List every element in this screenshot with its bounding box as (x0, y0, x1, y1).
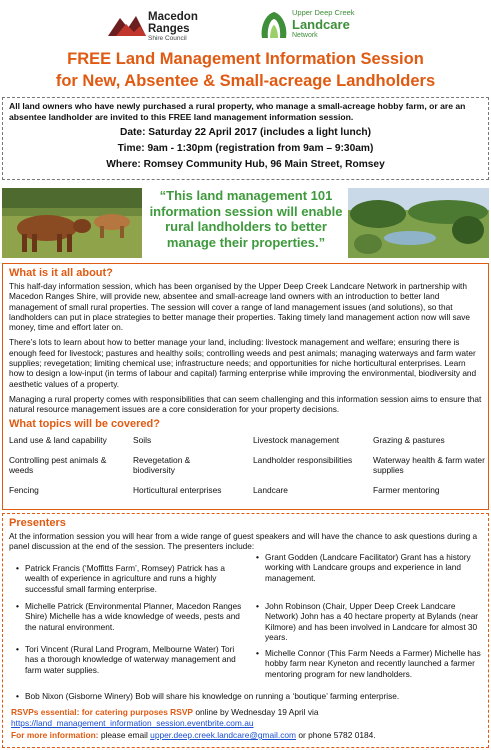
macedon-sub: Shire Council (148, 35, 187, 42)
more-info-label: For more information: (11, 730, 99, 740)
topic-item: Soils (133, 434, 152, 445)
phone-text: or phone 5782 0184. (298, 730, 376, 740)
rsvp-link[interactable]: https://land_management_information_session.eventbrite.com.au (11, 718, 254, 728)
event-date: Date: Saturday 22 April 2017 (includes a light lunch) (120, 127, 371, 138)
photo-strip (0, 184, 491, 262)
presenter-text: Tori Vincent (Rural Land Program, Melbourne Water) Tori has a thorough knowledge of waterway management and farm water supplies. (25, 644, 236, 675)
presenter-item (16, 691, 485, 701)
presenter-item (256, 648, 483, 679)
presenter-text: Patrick Francis (‘Moffitts Farm’, Romsey) Patrick has a wealth of experience in agriculture and runs a highly successful small farming enterprise. (25, 563, 225, 594)
macedon-name-line1: Macedon (148, 11, 198, 23)
presenter-item (16, 563, 239, 594)
topic-item: Landcare (253, 484, 288, 495)
topic-item: Fencing (9, 484, 39, 495)
topic-item: Controlling pest animals & weeds (9, 454, 107, 476)
topic-item: Land use & land capability (9, 434, 107, 445)
bullet-icon: • (256, 552, 259, 562)
presenter-text: John Robinson (Chair, Upper Deep Creek Landcare Network) John has a 40 hectare property at Bylands (near Kilmore) and has been involved in Landcare for almost 30 years. (265, 601, 479, 642)
landcare-name: Landcare (292, 16, 350, 32)
rsvp-link-line (11, 718, 481, 729)
topic-item: Grazing & pastures (373, 434, 445, 445)
landscape-photo (348, 188, 489, 258)
macedon-name-line2: Ranges (148, 22, 190, 35)
presenters-intro: At the information session you will hear from a wide range of guest speakers and will have the chance to ask questions during a panel discussion at the end of the session. The presenters include: (9, 531, 478, 552)
presenter-item (16, 644, 239, 675)
more-info-text: please email (100, 730, 148, 740)
topics-heading: What topics will be covered? (9, 417, 160, 430)
landcare-logo (258, 6, 398, 48)
about-paragraph-2: There’s lots to learn about how to better manage your land, including: livestock management and welfare; ensuring there is enough feed for livestock; pastures and healthy soils; controlling weeds and pest animals; managing waterways and farm water supplies; revegetation; limiting chemical use; infrastructure needs; and opportunities for niche horticultural enterprises. Learn how to design a low-input (in terms of labour and capital) farming enterprise while improving the environmental, biodiversity and aesthetic values of a property. (9, 337, 477, 389)
presenter-text: Bob Nixon (Gisborne Winery) Bob will share his knowledge on running a ‘boutique’ farming enterprise. (25, 691, 400, 701)
event-time: Time: 9am - 1:30pm (registration from 9am – 9:30am) (117, 143, 374, 154)
topic-item: Landholder responsibilities (253, 454, 353, 465)
header-logos (0, 4, 491, 48)
presenter-item (256, 552, 483, 583)
mountain-icon (108, 12, 146, 38)
bullet-icon: • (16, 691, 19, 701)
presenters-heading: Presenters (9, 517, 66, 529)
topics-grid (9, 433, 485, 523)
intro-box (2, 97, 489, 180)
cattle-photo (2, 188, 142, 258)
more-info-line (11, 730, 487, 741)
intro-text: All land owners who have newly purchased a rural property, who manage a small-acreage hobby farm, or are an absentee landholder are invited to this FREE land management information session. (9, 101, 466, 122)
rsvp-line (11, 707, 481, 718)
about-paragraph-1: This half-day information session, which has been organised by the Upper Deep Creek Landcare Network in partnership with Macedon Ranges Shire, will provide new, absentee and small-acreage land owners with an introduction to better land management of small rural properties. The session will cover a range of land management issues (and solutions), so that landholders can put in place strategies to better manage their properties. Taking timely land management action now will save money, time and effort later on. (9, 281, 471, 333)
bullet-icon: • (16, 601, 19, 611)
rsvp-label: RSVPs essential: (11, 707, 80, 717)
topic-item: Livestock management (253, 434, 340, 445)
bullet-icon: • (256, 648, 259, 658)
page-title-line1: FREE Land Management Information Session (67, 50, 424, 68)
presenter-text: Grant Godden (Landcare Facilitator) Grant has a history working with Landcare groups and experience in land management. (265, 552, 471, 583)
macedon-ranges-logo (108, 10, 238, 46)
presenter-item (16, 601, 243, 632)
topic-item: Farmer mentoring (373, 484, 440, 495)
page-title-line2: for New, Absentee & Small-acreage Landholders (55, 72, 436, 90)
about-section (2, 263, 489, 510)
bullet-icon: • (16, 644, 19, 654)
presenter-text: Michelle Patrick (Environmental Planner, Macedon Ranges Shire) Michelle has a wide knowledge of weeds, pests and the natural environment. (25, 601, 242, 632)
presenters-section (2, 513, 489, 748)
event-location: Where: Romsey Community Hub, 96 Main Street, Romsey (106, 159, 385, 170)
topic-item: Revegetation & biodiversity (133, 454, 191, 476)
topic-item: Horticultural enterprises (133, 484, 222, 495)
rsvp-label-2: for catering purposes RSVP (81, 707, 193, 717)
presenter-item (256, 601, 481, 642)
landcare-org: Upper Deep Creek (292, 8, 355, 17)
about-heading: What is it all about? (9, 267, 113, 279)
presenter-text: Michelle Connor (This Farm Needs a Farmer) Michelle has hobby farm near Kyneton and recently launched a farmer mentoring program for new landholders. (265, 648, 481, 679)
quote-text: “This land management 101 information session will enable rural landholders to better manage their properties.” (149, 188, 343, 250)
landcare-hands-icon (258, 8, 290, 42)
about-paragraph-3: Managing a rural property comes with responsibilities that can seem challenging and this information session aims to ensure that natural resource management issues are a core consideration for your property decisions. (9, 393, 482, 415)
bullet-icon: • (256, 601, 259, 611)
email-link[interactable]: upper.deep.creek.landcare@gmail.com (150, 730, 297, 740)
rsvp-text: online by Wednesday 19 April via (195, 707, 319, 717)
topic-item: Waterway health & farm water supplies (373, 454, 485, 476)
landcare-network: Network (292, 31, 318, 39)
bullet-icon: • (16, 563, 19, 573)
